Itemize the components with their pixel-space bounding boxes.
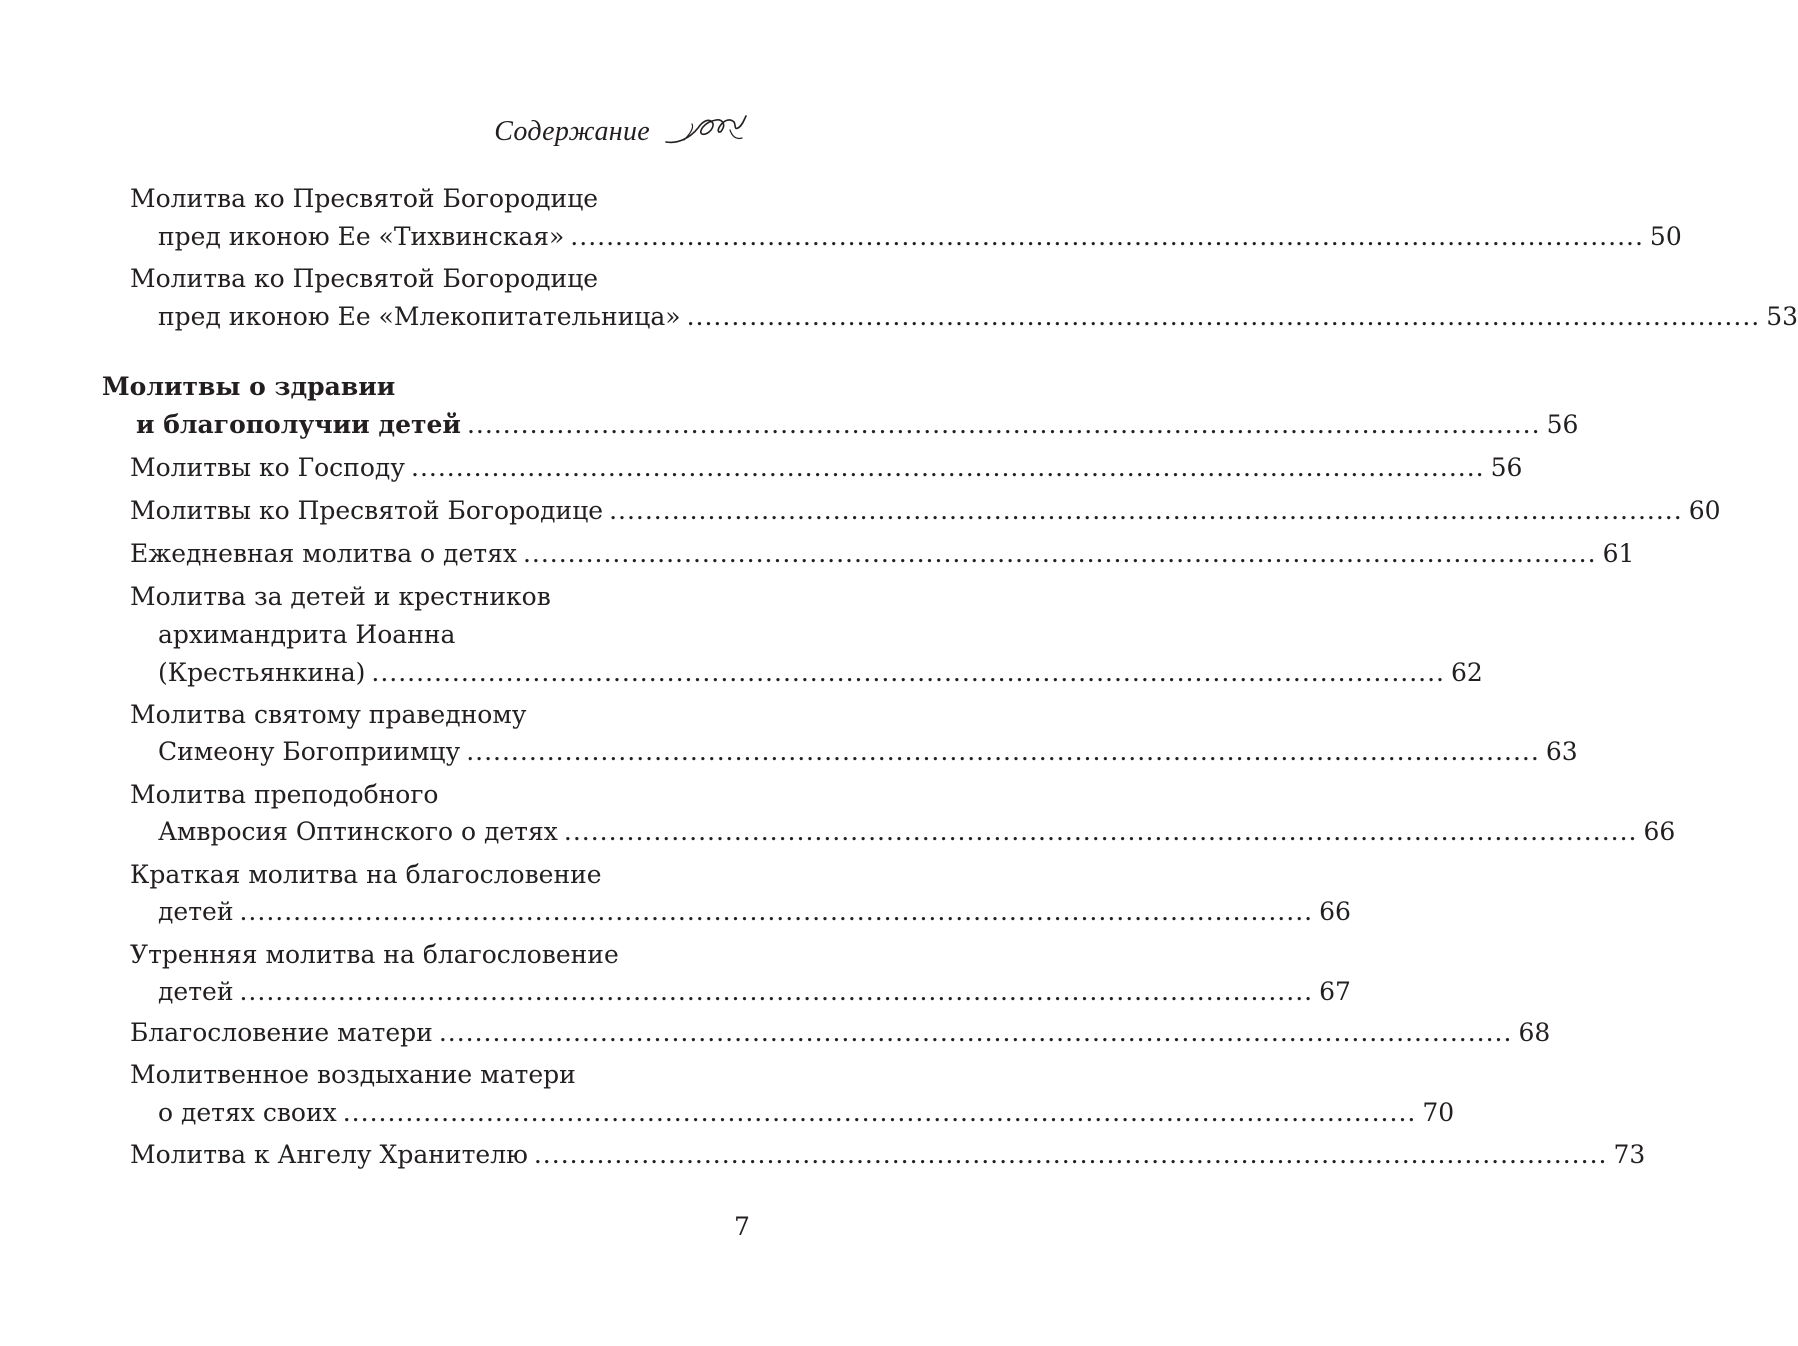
toc-entry-line-with-page bbox=[130, 451, 1523, 485]
dot-leader: ........................................................................................................................ bbox=[570, 222, 1644, 251]
toc-page-number: 56 bbox=[1490, 453, 1523, 482]
running-header bbox=[494, 112, 750, 152]
dot-leader: ........................................................................................................................ bbox=[239, 977, 1314, 1006]
toc-entry-title: Благословение матери bbox=[130, 1018, 433, 1047]
flourish-ornament-icon bbox=[664, 112, 750, 152]
toc-page-number: 63 bbox=[1545, 737, 1578, 766]
toc-entry-line-with-page bbox=[158, 1096, 1455, 1130]
toc-page-number: 66 bbox=[1319, 897, 1351, 926]
toc-entry-line-with-page bbox=[158, 220, 1682, 254]
dot-leader: ........................................................................................................................ bbox=[563, 817, 1638, 846]
toc-entry-title: Ежедневная молитва о детях bbox=[130, 539, 517, 568]
toc-entry-line: Молитва преподобного bbox=[130, 780, 439, 809]
toc-entry-line: Молитва ко Пресвятой Богородице bbox=[130, 184, 599, 213]
toc-page-number: 66 bbox=[1643, 817, 1676, 846]
page-number: 7 bbox=[734, 1212, 750, 1241]
toc-entry-line: Молитва святому праведному bbox=[130, 700, 527, 729]
toc-entry-title: Молитва к Ангелу Хранителю bbox=[130, 1140, 528, 1169]
toc-entry-title: детей bbox=[158, 897, 234, 926]
toc-page-number: 70 bbox=[1422, 1098, 1455, 1127]
dot-leader: ........................................................................................................................ bbox=[371, 658, 1446, 687]
toc-entry-title: Молитвы ко Пресвятой Богородице bbox=[130, 496, 604, 525]
toc-entry-line-with-page bbox=[130, 494, 1721, 528]
toc-entry-line-with-page bbox=[158, 975, 1351, 1009]
toc-entry-title: о детях своих bbox=[158, 1098, 337, 1127]
toc-entry-line: Молитвы о здравии bbox=[102, 372, 396, 401]
toc-page-number: 60 bbox=[1688, 496, 1721, 525]
dot-leader: ........................................................................................................................ bbox=[342, 1098, 1417, 1127]
toc-entry-line-with-page bbox=[158, 735, 1578, 769]
dot-leader: ........................................................................................................................ bbox=[466, 737, 1540, 766]
header-title: Содержание bbox=[494, 116, 650, 147]
toc-entry-line-with-page bbox=[158, 300, 1798, 334]
toc-entry-title: пред иконою Ее «Тихвинская» bbox=[158, 222, 565, 251]
toc-entry-line-with-page bbox=[136, 408, 1579, 442]
toc-page-number: 67 bbox=[1319, 977, 1351, 1006]
dot-leader: ........................................................................................................................ bbox=[438, 1018, 1513, 1047]
dot-leader: ........................................................................................................................ bbox=[239, 897, 1314, 926]
toc-entry-title: Симеону Богоприимцу bbox=[158, 737, 461, 766]
toc-entry-line-with-page bbox=[130, 1138, 1646, 1172]
toc-entry-title: и благополучии детей bbox=[136, 410, 461, 439]
toc-entry-title: Амвросия Оптинского о детях bbox=[158, 817, 558, 846]
dot-leader: ........................................................................................................................ bbox=[533, 1140, 1608, 1169]
toc-page-number: 68 bbox=[1518, 1018, 1551, 1047]
toc-entry-line-with-page bbox=[130, 537, 1635, 571]
dot-leader: ........................................................................................................................ bbox=[411, 453, 1485, 482]
toc-page-number: 62 bbox=[1451, 658, 1483, 687]
dot-leader: ........................................................................................................................ bbox=[686, 302, 1761, 331]
dot-leader: ........................................................................................................................ bbox=[609, 496, 1683, 525]
toc-entry-title: (Крестьянкина) bbox=[158, 658, 366, 687]
dot-leader: ........................................................................................................................ bbox=[522, 539, 1597, 568]
toc-entry-line: Молитва ко Пресвятой Богородице bbox=[130, 264, 599, 293]
toc-page-number: 53 bbox=[1766, 302, 1798, 331]
toc-entry-line-with-page bbox=[130, 1016, 1551, 1050]
toc-page-number: 73 bbox=[1613, 1140, 1646, 1169]
toc-entry-line: Молитва за детей и крестников bbox=[130, 582, 551, 611]
toc-entry-line: архимандрита Иоанна bbox=[158, 620, 456, 649]
toc-entry-title: Молитвы ко Господу bbox=[130, 453, 405, 482]
toc-page-number: 61 bbox=[1602, 539, 1635, 568]
toc-entry-line-with-page bbox=[158, 656, 1483, 690]
toc-entry-line-with-page bbox=[158, 895, 1351, 929]
toc-entry-title: пред иконою Ее «Млекопитательница» bbox=[158, 302, 681, 331]
toc-page-number: 50 bbox=[1649, 222, 1682, 251]
toc-page-number: 56 bbox=[1546, 410, 1579, 439]
toc-entry-line: Краткая молитва на благословение bbox=[130, 860, 602, 889]
toc-entry-title: детей bbox=[158, 977, 234, 1006]
toc-entry-line: Молитвенное воздыхание матери bbox=[130, 1060, 576, 1089]
toc-entry-line-with-page bbox=[158, 815, 1676, 849]
toc-entry-line: Утренняя молитва на благословение bbox=[130, 940, 619, 969]
dot-leader: ........................................................................................................................ bbox=[466, 410, 1541, 439]
